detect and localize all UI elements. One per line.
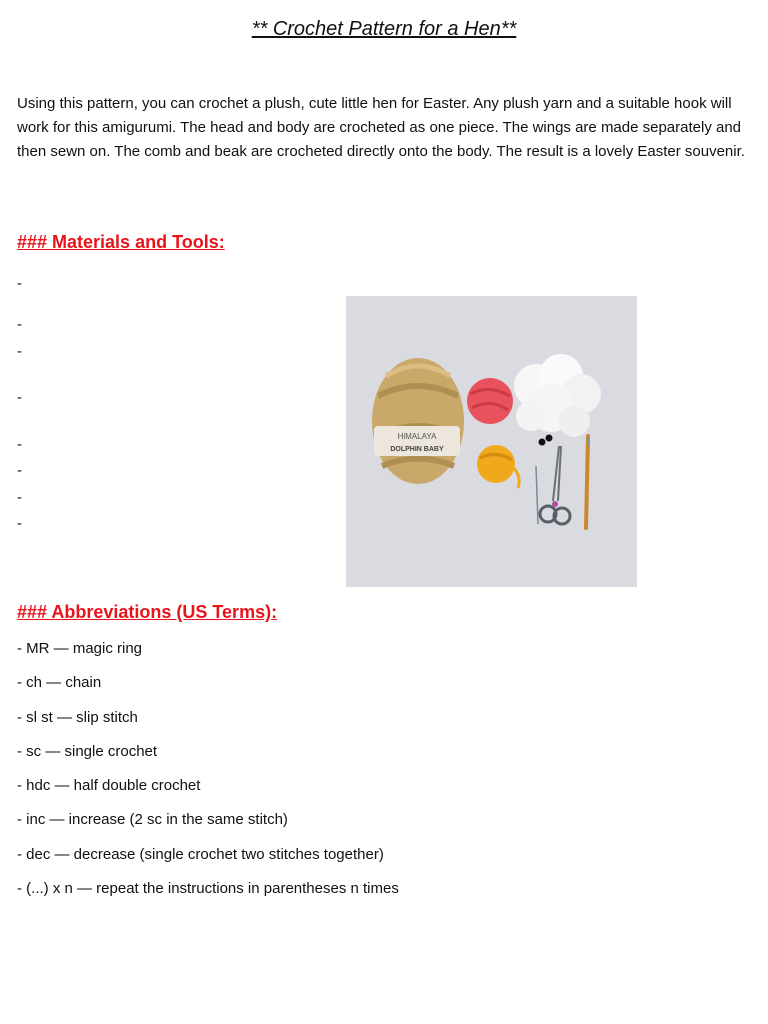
page-title: ** Crochet Pattern for a Hen** — [251, 18, 517, 40]
yarn-label-name: DOLPHIN BABY — [390, 446, 444, 453]
abbreviation-item: - MR — magic ring — [17, 640, 143, 657]
materials-heading: ### Materials and Tools: — [17, 232, 225, 252]
materials-item: - — [17, 275, 22, 292]
beige-yarn-skein — [372, 358, 464, 484]
materials-item: - — [17, 436, 22, 453]
materials-item: - — [17, 343, 22, 360]
abbreviation-item: - inc — increase (2 sc in the same stitch) — [17, 811, 288, 829]
abbreviation-item: - (...) x n — repeat the instructions in parentheses n times — [17, 880, 399, 898]
materials-item: - — [17, 515, 22, 532]
materials-item: - — [17, 462, 22, 479]
yarn-label-brand: HiMALAYA — [397, 432, 437, 441]
abbreviation-item: - ch — chain — [17, 674, 102, 692]
pink-yarn-ball — [467, 378, 513, 424]
materials-item: - — [17, 389, 22, 406]
materials-photo — [346, 296, 637, 587]
abbreviation-item: - hdc — half double crochet — [17, 777, 201, 795]
abbreviation-item: - dec — decrease (single crochet two stitches together) — [17, 845, 384, 863]
materials-illustration — [346, 296, 637, 587]
abbreviation-item: - sl st — slip stitch — [17, 708, 138, 726]
materials-item: - — [17, 316, 22, 333]
materials-item: - — [17, 489, 22, 506]
abbreviation-item: - sc — single crochet — [17, 742, 158, 760]
abbreviations-list — [17, 639, 399, 913]
intro-paragraph: Using this pattern, you can crochet a plush, cute little hen for Easter. Any plush yarn and a suitable hook will work for this amigurumi. The head and body are crocheted as one piece. The wings are made separately and then sewn on. The comb and beak are crocheted directly onto the body. The result is a lovely Easter souvenir. — [17, 95, 745, 160]
abbreviations-heading: ### Abbreviations (US Terms): — [17, 602, 278, 622]
